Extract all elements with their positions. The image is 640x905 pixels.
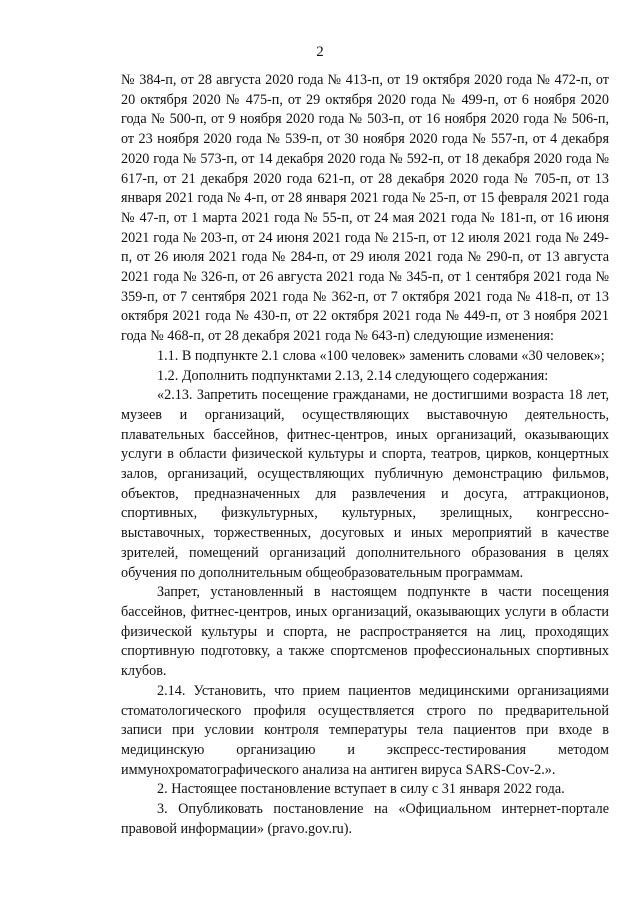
paragraph-2-13: «2.13. Запретить посещение гражданами, не достигшими возраста 18 лет, музеев и организаций, осуществляющих выставочную деятельность, плавательных бассейнов, фитнес-центров, иных организаций, оказывающих услуги в области физической культуры и спорта, театров, цирков, концертных залов, организаций, осуществляющих публичную демонстрацию фильмов, объектов, предназначенных для развлечения и досуга, аттракционов, спортивных, физкультурных, культурных, зрелищных, конгрессно-выставочных, торжественных, досуговых и иных мероприятий в качестве зрителей, помещений организаций дополнительного образования в целях обучения по дополнительным общеобразовательным программам.: [121, 387, 609, 581]
paragraph-amendment-list: № 384-п, от 28 августа 2020 года № 413-п, от 19 октября 2020 года № 472-п, от 20 октября 2020 № 475-п, от 29 октября 2020 года № 499-п, от 6 ноября 2020 года № 500-п, от 9 ноября 2020 года № 503-п, от 16 ноября 2020 года № 506-п, от 23 ноября 2020 года № 539-п, от 30 ноября 2020 года № 557-п, от 4 декабря 2020 года № 573-п, от 14 декабря 2020 года № 592-п, от 18 декабря 2020 года № 617-п, от 21 декабря 2020 года 621-п, от 28 декабря 2020 года № 705-п, от 13 января 2021 года № 4-п, от 28 января 2021 года № 25-п, от 15 февраля 2021 года № 47-п, от 1 марта 2021 года № 55-п, от 24 мая 2021 года № 181-п, от 16 июня 2021 года № 203-п, от 24 июня 2021 года № 215-п, от 12 июля 2021 года № 249-п, от 26 июля 2021 года № 284-п, от 29 июля 2021 года № 290-п, от 13 августа 2021 года № 326-п, от 26 августа 2021 года № 345-п, от 1 сентября 2021 года № 359-п, от 7 сентября 2021 года № 362-п, от 7 октября 2021 года № 418-п, от 13 октября 2021 года № 430-п, от 22 октября 2021 года № 449-п, от 3 ноября 2021 года № 468-п, от 28 декабря 2021 года № 643-п) следующие изменения:: [121, 72, 609, 345]
paragraph-1-1: 1.1. В подпункте 2.1 слова «100 человек» заменить словами «30 человек»;: [157, 347, 605, 364]
paragraph-2-14: 2.14. Установить, что прием пациентов медицинскими организациями стоматологического профиля осуществляется строго по предварительной записи при условии контроля температуры тела пациентов при входе в медицинскую организацию и экспресс-тестирования методом иммунохроматографического анализа на антиген вируса SARS-Cov-2.».: [121, 682, 609, 778]
page-number: 2: [316, 44, 324, 60]
paragraph-2-effective-date: 2. Настоящее постановление вступает в силу с 31 января 2022 года.: [157, 781, 565, 798]
document-body: [121, 71, 609, 839]
paragraph-3-publish: 3. Опубликовать постановление на «Официальном интернет-портале правовой информации» (pravo.gov.ru).: [121, 801, 609, 837]
paragraph-2-13-exception: Запрет, установленный в настоящем подпункте в части посещения бассейнов, фитнес-центров, иных организаций, оказывающих услуги в области физической культуры и спорта, не распространяется на лиц, проходящих спортивную подготовку, а также спортсменов профессиональных спортивных клубов.: [121, 584, 609, 680]
paragraph-1-2: 1.2. Дополнить подпунктами 2.13, 2.14 следующего содержания:: [157, 367, 549, 384]
